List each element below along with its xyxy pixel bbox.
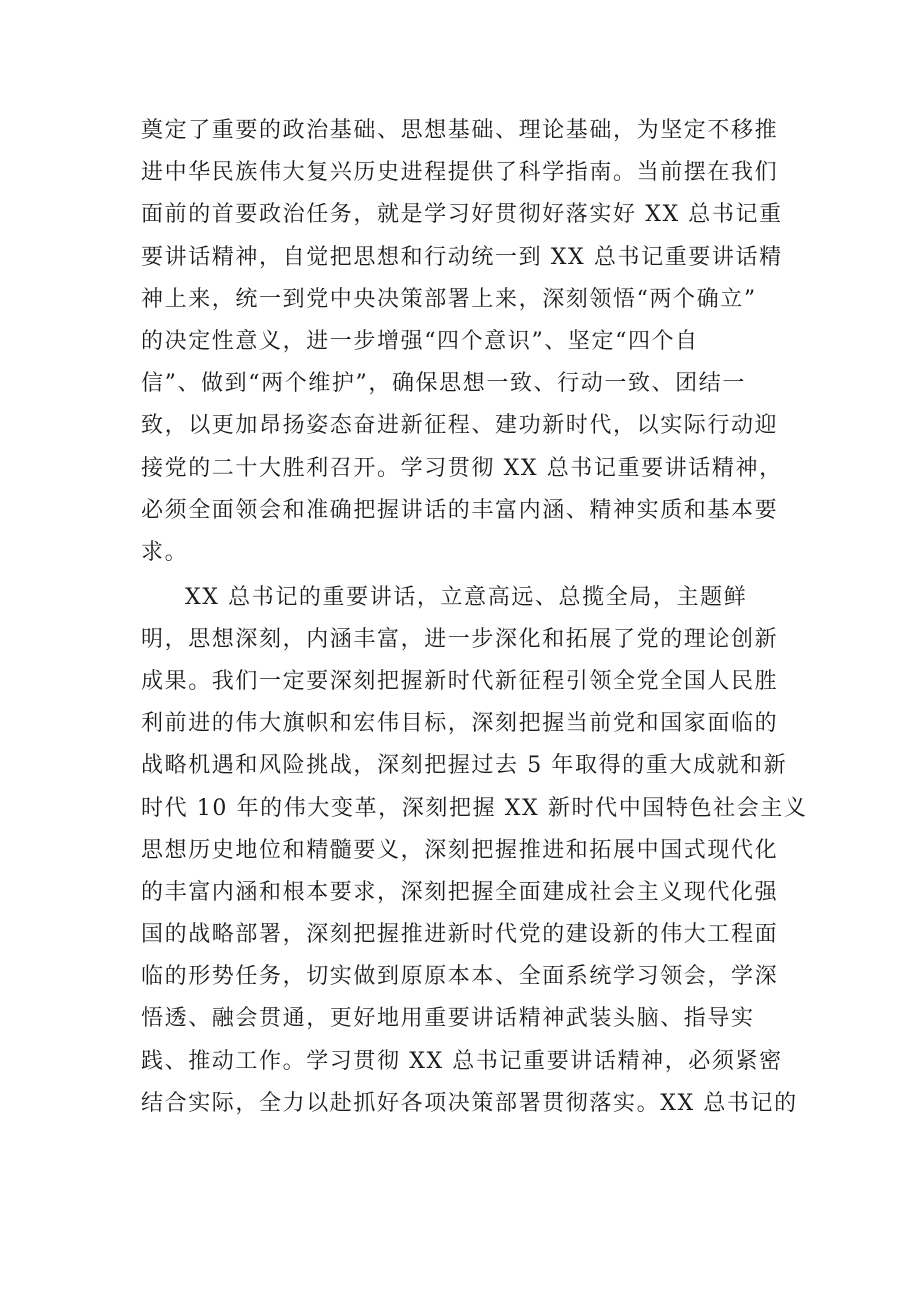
paragraph-2 <box>141 577 808 1125</box>
text-line: 要讲话精神，自觉把思想和行动统一到 XX 总书记重要讲话精 <box>141 244 783 270</box>
text-line: 奠定了重要的政治基础、思想基础、理论基础，为坚定不移推 <box>141 118 779 143</box>
text-line: 明，思想深刻，内涵丰富，进一步深化和拓展了党的理论创新 <box>141 626 779 652</box>
text-line: 悟透、融会贯通，更好地用重要讲话精神武装头脑、指导实 <box>141 1006 755 1032</box>
text-line: 思想历史地位和精髓要义，深刻把握推进和拓展中国式现代化 <box>141 837 779 863</box>
text-line: 接党的二十大胜利召开。学习贯彻 XX 总书记重要讲话精神， <box>141 455 783 481</box>
text-line: 进中华民族伟大复兴历史进程提供了科学指南。当前摆在我们 <box>141 160 779 186</box>
text-line: XX 总书记的重要讲话，立意高远、总揽全局，主题鲜 <box>185 584 748 610</box>
text-line: 成果。我们一定要深刻把握新时代新征程引领全党全国人民胜 <box>141 668 779 694</box>
text-line: 神上来，统一到党中央决策部署上来，深刻领悟“两个确立” <box>141 286 757 312</box>
text-line: 临的形势任务，切实做到原原本本、全面系统学习领会，学深 <box>141 964 779 990</box>
text-line: 结合实际，全力以赴抓好各项决策部署贯彻落实。XX 总书记的 <box>141 1090 798 1116</box>
text-line: 信”、做到“两个维护”，确保思想一致、行动一致、团结一 <box>141 371 746 397</box>
text-line: 必须全面领会和准确把握讲话的丰富内涵、精神实质和基本要 <box>141 497 779 523</box>
text-line: 国的战略部署，深刻把握推进新时代党的建设新的伟大工程面 <box>141 922 779 948</box>
text-line: 致，以更加昂扬姿态奋进新征程、建功新时代，以实际行动迎 <box>141 413 779 439</box>
text-line: 战略机遇和风险挑战，深刻把握过去 5 年取得的重大成就和新 <box>141 753 788 779</box>
text-line: 的决定性意义，进一步增强“四个意识”、坚定“四个自 <box>141 328 699 354</box>
text-line: 利前进的伟大旗帜和宏伟目标，深刻把握当前党和国家面临的 <box>141 711 779 737</box>
text-line: 践、推动工作。学习贯彻 XX 总书记重要讲话精神，必须紧密 <box>141 1048 783 1074</box>
text-line: 时代 10 年的伟大变革，深刻把握 XX 新时代中国特色社会主义 <box>141 795 808 821</box>
text-line: 面前的首要政治任务，就是学习好贯彻好落实好 XX 总书记重 <box>141 202 783 228</box>
document-body <box>141 110 808 1125</box>
paragraph-1 <box>141 110 801 574</box>
text-line: 的丰富内涵和根本要求，深刻把握全面建成社会主义现代化强 <box>141 879 779 905</box>
text-line: 求。 <box>141 539 189 565</box>
